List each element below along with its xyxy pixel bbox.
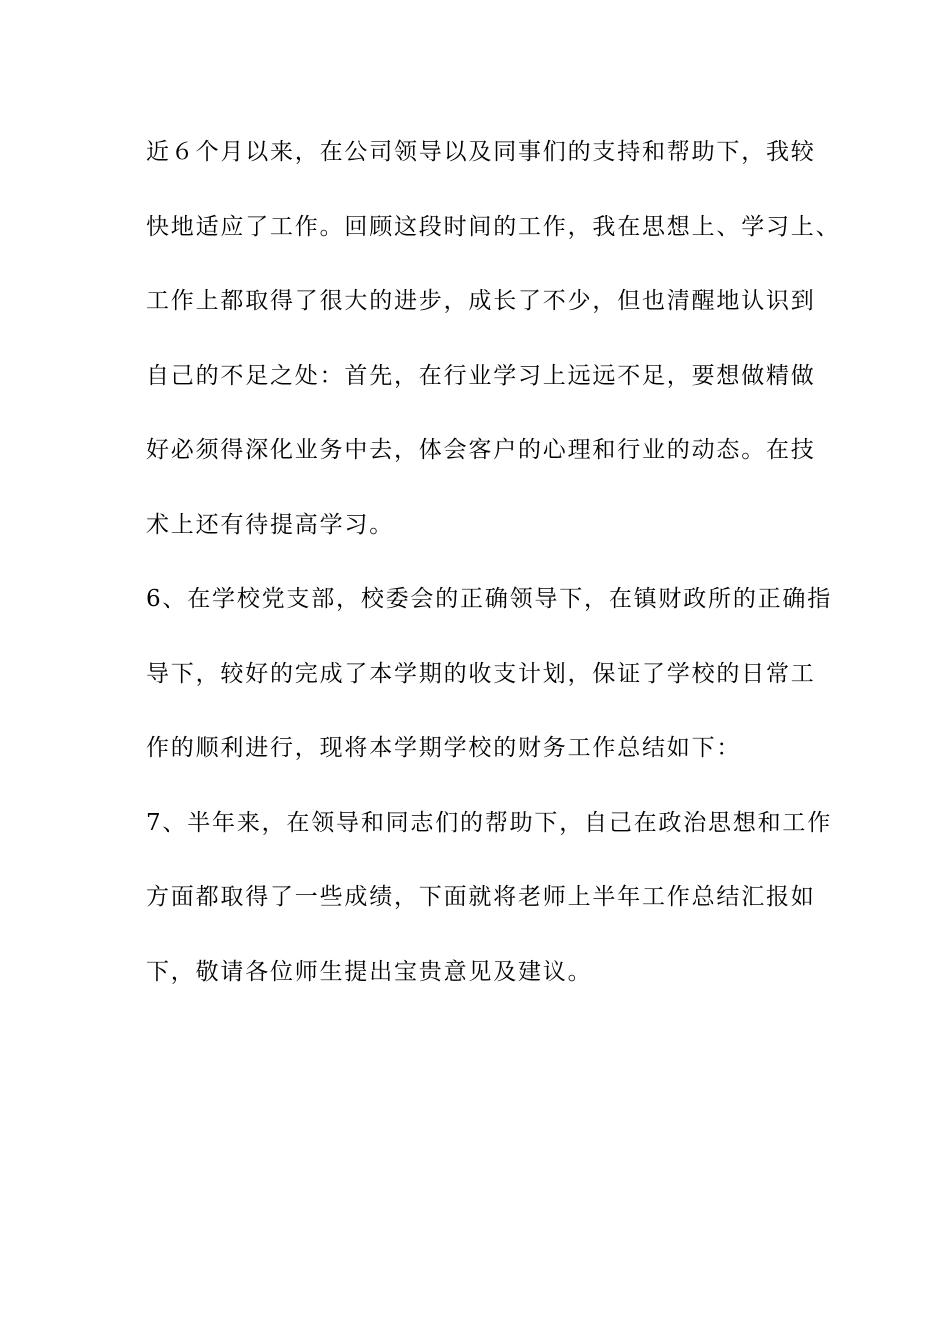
- document-body: [146, 130, 841, 1024]
- text-line: 下，敬请各位师生提出宝贵意见及建议。: [146, 958, 593, 985]
- text-line: 好必须得深化业务中去，体会客户的心理和行业的动态。在技: [146, 437, 816, 463]
- text-line: 术上还有待提高学习。: [146, 511, 394, 538]
- text-line: 6、在学校党支部，校委会的正确领导下，在镇财政所的正确指: [146, 586, 833, 612]
- text-line: 快地适应了工作。回顾这段时间的工作，我在思想上、学习上、: [146, 213, 841, 240]
- text-line: 导下，较好的完成了本学期的收支计划，保证了学校的日常工: [146, 660, 816, 687]
- text-line: 方面都取得了一些成绩，下面就将老师上半年工作总结汇报如: [146, 884, 816, 910]
- text-line: 7、半年来，在领导和同志们的帮助下，自己在政治思想和工作: [146, 809, 833, 836]
- text-line: 工作上都取得了很大的进步，成长了不少，但也清醒地认识到: [146, 288, 816, 314]
- text-line: 自己的不足之处：首先，在行业学习上远远不足，要想做精做: [146, 362, 816, 389]
- text-line: 作的顺利进行，现将本学期学校的财务工作总结如下：: [146, 735, 742, 761]
- text-line: 近６个月以来，在公司领导以及同事们的支持和帮助下，我较: [146, 139, 816, 165]
